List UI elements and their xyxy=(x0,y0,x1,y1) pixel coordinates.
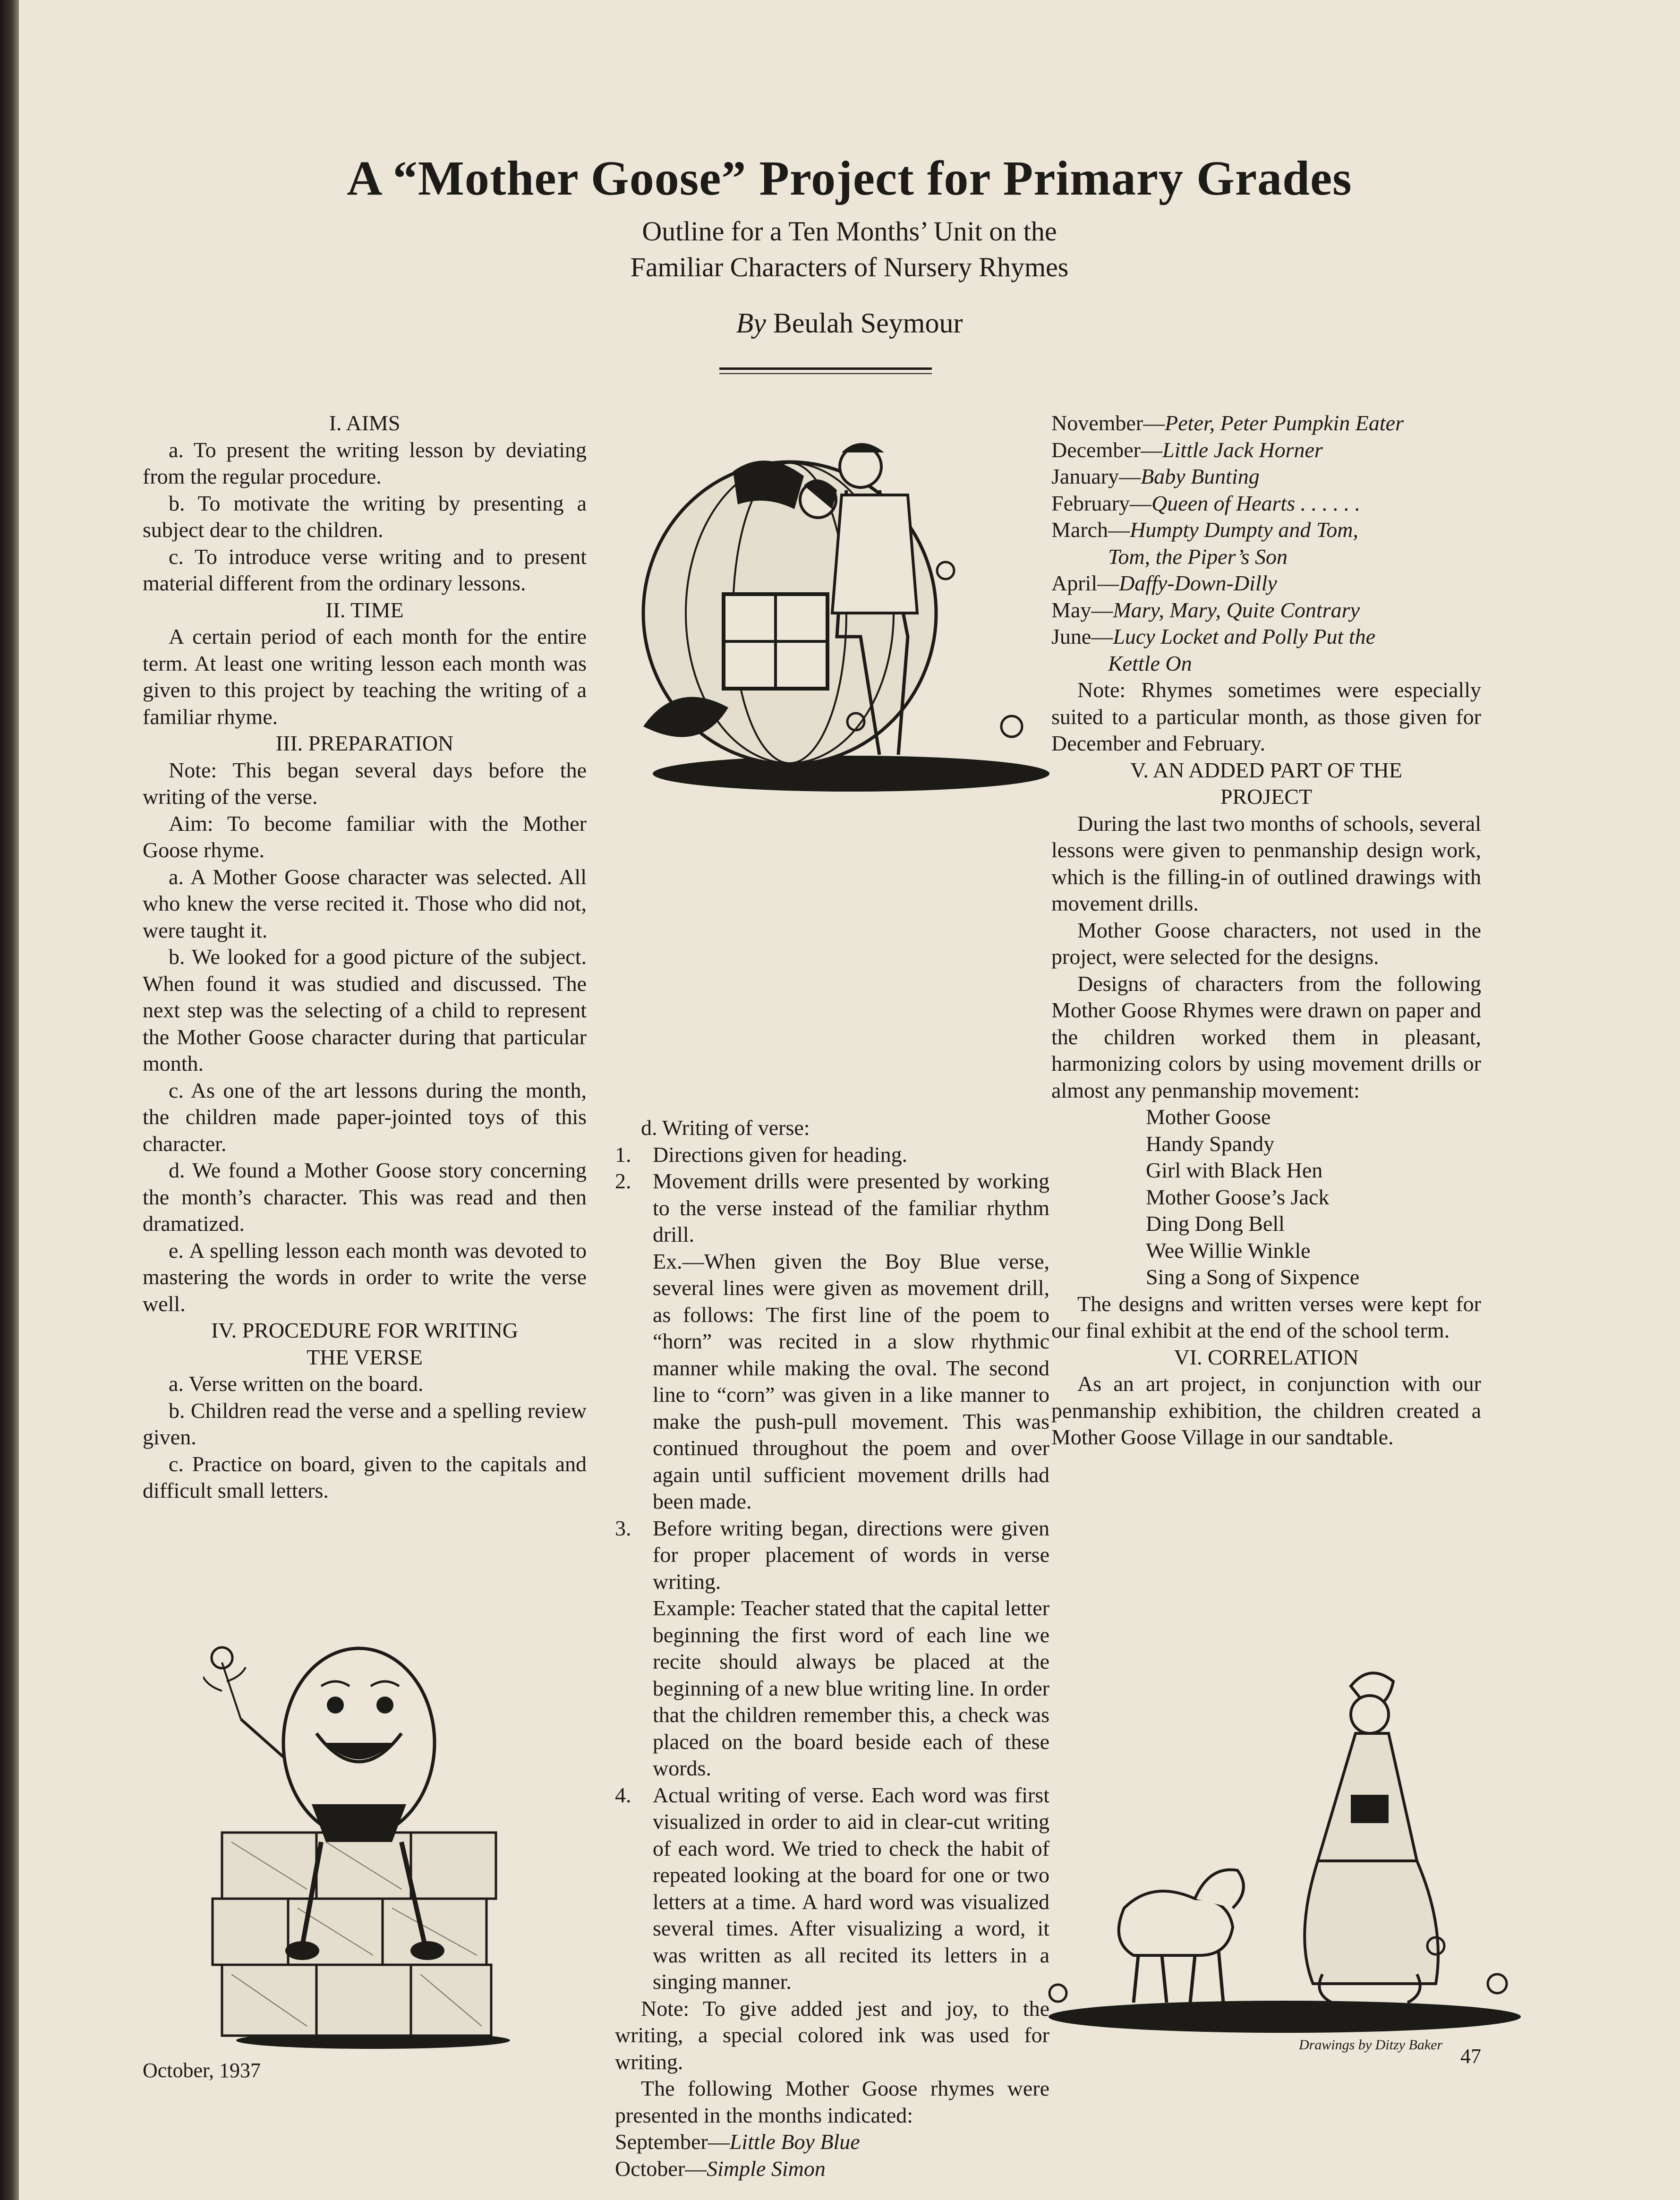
heading-aims: I. AIMS xyxy=(329,411,401,435)
rhyme-name: Lucy Locket and Polly Put the xyxy=(1113,624,1376,648)
rhyme-name: Queen of Hearts . . . . . . xyxy=(1151,491,1361,515)
subtitle-line-1: Outline for a Ten Months’ Unit on the xyxy=(642,216,1057,247)
writing-verse: d. Writing of verse: xyxy=(641,1116,810,1140)
character-item: Wee Willie Winkle xyxy=(1146,1238,1311,1262)
article-title: A “Mother Goose” Project for Primary Grades xyxy=(347,151,1352,205)
mary-lamb-illustration xyxy=(1030,1644,1530,2036)
month-label: April— xyxy=(1051,571,1119,595)
month-december xyxy=(1051,437,1481,464)
rhyme-name: Simple Simon xyxy=(707,2156,826,2181)
month-label: May— xyxy=(1051,597,1113,622)
month-june-cont: Kettle On xyxy=(1108,651,1192,675)
byline-author: Beulah Seymour xyxy=(773,307,963,339)
month-march xyxy=(1051,517,1481,544)
correlation-text: As an art project, in conjunction with our penmanship exhibition, the children created a Mother Goose Village in our sandtable. xyxy=(1051,1372,1481,1449)
month-june xyxy=(1051,623,1481,650)
aim-b: b. To motivate the writing by presenting a subject dear to the children. xyxy=(143,491,587,542)
heading-time: II. TIME xyxy=(325,597,404,622)
rhyme-name: Baby Bunting xyxy=(1141,464,1260,488)
month-may xyxy=(1051,597,1481,624)
title-rule-thin xyxy=(719,373,932,374)
footer-date: October, 1937 xyxy=(143,2059,261,2082)
month-label: September— xyxy=(615,2130,730,2154)
column-3 xyxy=(1051,410,1481,1451)
step-number: 2. xyxy=(615,1169,631,1193)
character-item: Ding Dong Bell xyxy=(1146,1211,1285,1236)
step-number: 4. xyxy=(615,1782,631,1807)
month-label: February— xyxy=(1051,491,1152,515)
illustration-credit: Drawings by Ditzy Baker xyxy=(1299,2037,1443,2053)
step-example: Ex.—When given the Boy Blue verse, several lines were given as movement drill, as follows: The first line of the poem to “horn” was recited in a slow rhythmic manner while making the oval. The second line to “corn” was given in a like manner to make the push-pull movement. This was continued throughout the poem and over again until sufficient movement drills had been made. xyxy=(653,1249,1049,1513)
aim-a: a. To present the writing lesson by deviating from the regular procedure. xyxy=(143,437,587,488)
month-february xyxy=(1051,490,1481,517)
character-item: Sing a Song of Sixpence xyxy=(1146,1265,1360,1289)
added-4: The designs and written verses were kept for our final exhibit at the end of the school term. xyxy=(1051,1291,1481,1342)
prep-b: b. We looked for a good picture of the subject. When found it was studied and discussed. The next step was the selecting of a child to represent the Mother Goose character during that particular month. xyxy=(143,945,587,1075)
rhyme-name: Mary, Mary, Quite Contrary xyxy=(1113,597,1360,622)
step-example: Example: Teacher stated that the capital letter beginning the first word of each line we recite should always be placed at the beginning of a new blue writing line. In order that the children remember this, a check was placed on the board beside each of these words. xyxy=(653,1596,1049,1780)
prep-e: e. A spelling lesson each month was devoted to mastering the words in order to write the verse well. xyxy=(143,1238,587,1316)
column-1 xyxy=(143,410,587,1504)
book-spine xyxy=(0,0,19,2200)
ink-note: Note: To give added jest and joy, to the writing, a special colored ink was used for writing. xyxy=(615,1996,1049,2074)
rhymes-intro: The following Mother Goose rhymes were presented in the months indicated: xyxy=(615,2076,1049,2127)
step-4 xyxy=(615,1782,1049,1995)
humpty-dumpty-illustration xyxy=(203,1634,581,2050)
step-1 xyxy=(615,1142,1049,1168)
rhyme-name: Little Boy Blue xyxy=(729,2130,860,2154)
character-item: Mother Goose xyxy=(1146,1105,1271,1129)
prep-c: c. As one of the art lessons during the month, the children made paper-jointed toys of this character. xyxy=(143,1078,587,1156)
step-2 xyxy=(615,1168,1049,1515)
proc-a: a. Verse written on the board. xyxy=(169,1372,424,1396)
added-2: Mother Goose characters, not used in the project, were selected for the designs. xyxy=(1051,918,1481,969)
pumpkin-eater-illustration xyxy=(615,415,1049,793)
month-label: December— xyxy=(1051,437,1162,462)
month-label: January— xyxy=(1051,464,1141,488)
character-item: Mother Goose’s Jack xyxy=(1146,1185,1330,1209)
character-item: Girl with Black Hen xyxy=(1146,1158,1323,1182)
byline xyxy=(19,307,1680,340)
prep-aim: Aim: To become familiar with the Mother Goose rhyme. xyxy=(143,811,587,862)
heading-correlation: VI. CORRELATION xyxy=(1174,1345,1359,1369)
subtitle-line-2: Familiar Characters of Nursery Rhymes xyxy=(630,252,1069,282)
rhyme-name: Peter, Peter Pumpkin Eater xyxy=(1165,411,1404,435)
prep-d: d. We found a Mother Goose story concerning the month’s character. This was read and then dramatized. xyxy=(143,1158,587,1236)
prep-note: Note: This began several days before the writing of the verse. xyxy=(143,758,587,809)
month-label: March— xyxy=(1051,518,1130,542)
proc-b: b. Children read the verse and a spelling review given. xyxy=(143,1398,587,1449)
byline-by: By xyxy=(736,307,766,339)
character-item: Handy Spandy xyxy=(1146,1131,1275,1156)
title-rule xyxy=(719,367,932,370)
step-text: Before writing began, directions were given for proper placement of words in verse writing. xyxy=(653,1516,1049,1594)
heading-added-part-2: PROJECT xyxy=(1220,784,1313,809)
rhyme-name: Humpty Dumpty and Tom, xyxy=(1130,518,1358,542)
month-label: October— xyxy=(615,2156,707,2181)
column-2 xyxy=(615,1115,1049,2182)
heading-preparation: III. PREPARATION xyxy=(275,731,454,755)
month-march-cont: Tom, the Piper’s Son xyxy=(1108,544,1288,569)
rhymes-note: Note: Rhymes sometimes were especially suited to a particular month, as those given for December and February. xyxy=(1051,678,1481,755)
rhyme-name: Daffy-Down-Dilly xyxy=(1119,571,1277,595)
rhyme-name: Little Jack Horner xyxy=(1162,437,1323,462)
step-3 xyxy=(615,1515,1049,1782)
character-list xyxy=(1051,1104,1481,1291)
month-october xyxy=(615,2156,1049,2183)
month-label: November— xyxy=(1051,411,1165,435)
month-april xyxy=(1051,570,1481,597)
added-3: Designs of characters from the following Mother Goose Rhymes were drawn on paper and the children worked them in pleasant, harmonizing colors by using movement drills or almost any penmanship movement: xyxy=(1051,971,1481,1102)
step-text: Actual writing of verse. Each word was first visualized in order to aid in clear-cut writing of each word. We tried to check the habit of repeated looking at the board for one or two letters at a time. A hard word was visualized several times. After visualizing a word, it was written as all recited its letters in a singing manner. xyxy=(653,1782,1049,1994)
month-january xyxy=(1051,463,1481,490)
heading-procedure: IV. PROCEDURE FOR WRITING xyxy=(211,1318,519,1342)
proc-c: c. Practice on board, given to the capitals and difficult small letters. xyxy=(143,1451,587,1502)
aim-c: c. To introduce verse writing and to present material different from the ordinary lessons. xyxy=(143,544,587,595)
magazine-page xyxy=(19,0,1680,2200)
heading-procedure-2: THE VERSE xyxy=(307,1345,423,1369)
step-text: Movement drills were presented by working to the verse instead of the familiar rhythm drill. xyxy=(653,1169,1049,1246)
prep-a: a. A Mother Goose character was selected. All who knew the verse recited it. Those who did not, were taught it. xyxy=(143,864,587,942)
page-number: 47 xyxy=(1460,2045,1481,2068)
time-text: A certain period of each month for the entire term. At least one writing lesson each month was given to this project by teaching the writing of a familiar rhyme. xyxy=(143,624,587,729)
month-label: June— xyxy=(1051,624,1113,648)
added-1: During the last two months of schools, several lessons were given to penmanship design work, which is the filling-in of outlined drawings with movement drills. xyxy=(1051,811,1481,915)
month-november xyxy=(1051,410,1481,437)
step-number: 1. xyxy=(615,1142,631,1167)
heading-added-part: V. AN ADDED PART OF THE xyxy=(1130,758,1402,782)
step-number: 3. xyxy=(615,1516,631,1540)
step-text: Directions given for heading. xyxy=(653,1142,908,1167)
month-september xyxy=(615,2129,1049,2156)
